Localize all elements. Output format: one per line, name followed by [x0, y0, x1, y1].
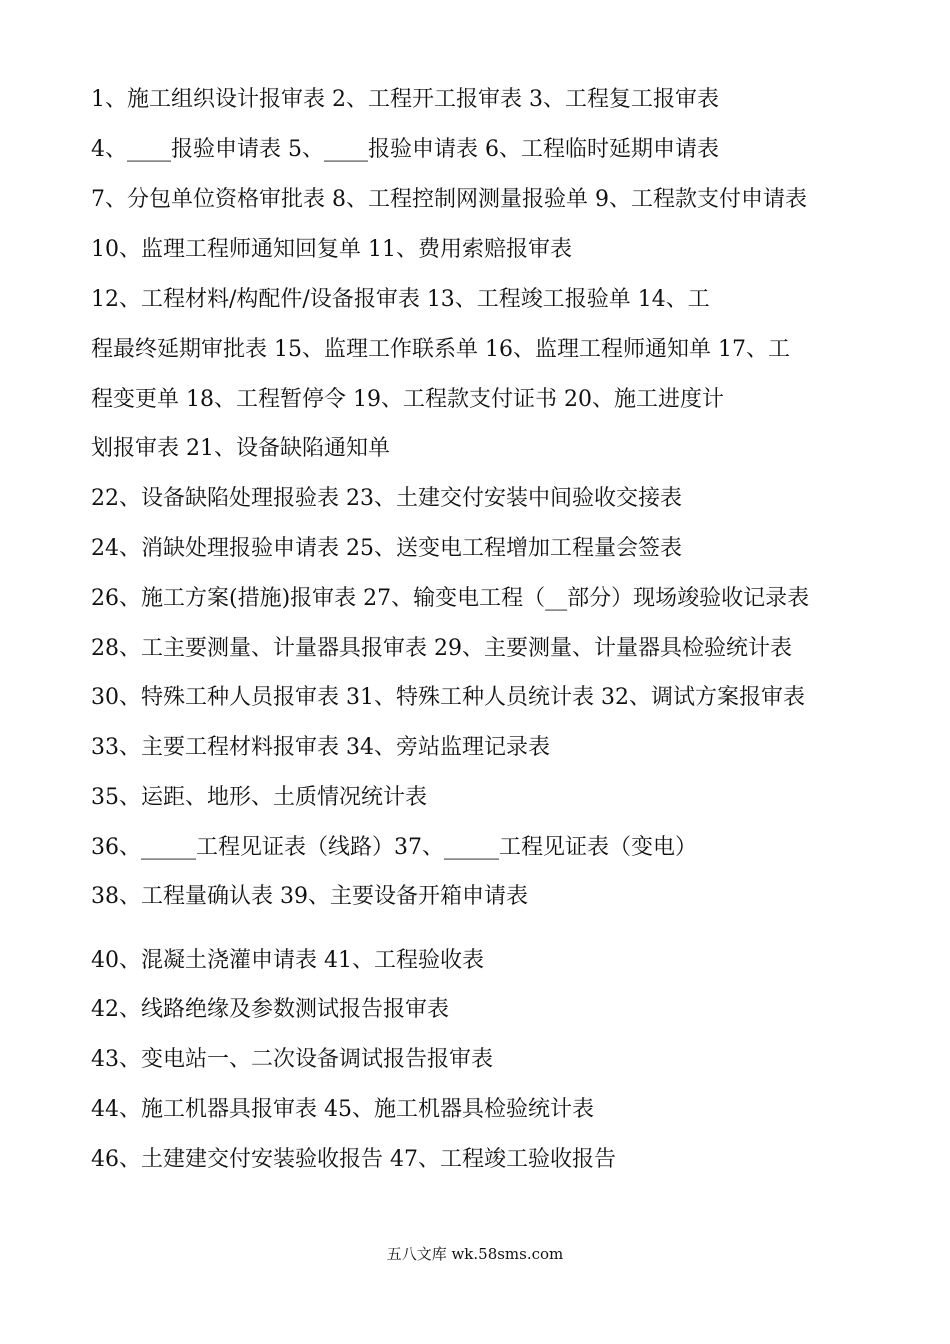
list-line-2: 4、____报验申请表 5、____报验申请表 6、工程临时延期申请表: [91, 137, 719, 162]
list-line-14: 33、主要工程材料报审表 34、旁站监理记录表: [91, 735, 550, 760]
list-line-16: 36、_____工程见证表（线路）37、_____工程见证表（变电）: [91, 835, 697, 860]
list-line-13: 30、特殊工种人员报审表 31、特殊工种人员统计表 32、调试方案报审表: [91, 685, 805, 710]
list-line-7: 程变更单 18、工程暂停令 19、工程款支付证书 20、施工进度计: [91, 387, 724, 412]
list-line-11: 26、施工方案(措施)报审表 27、输变电工程（__部分）现场竣验收记录表: [91, 586, 810, 611]
list-line-22: 46、土建建交付安装验收报告 47、工程竣工验收报告: [91, 1147, 616, 1172]
list-line-10: 24、消缺处理报验申请表 25、送变电工程增加工程量会签表: [91, 536, 682, 561]
list-line-9: 22、设备缺陷处理报验表 23、土建交付安装中间验收交接表: [91, 486, 682, 511]
list-line-5: 12、工程材料/构配件/设备报审表 13、工程竣工报验单 14、工: [91, 287, 710, 312]
list-line-21: 44、施工机器具报审表 45、施工机器具检验统计表: [91, 1097, 594, 1122]
list-line-8: 划报审表 21、设备缺陷通知单: [91, 436, 390, 461]
list-line-18: 40、混凝土浇灌申请表 41、工程验收表: [91, 948, 484, 973]
list-line-3: 7、分包单位资格审批表 8、工程控制网测量报验单 9、工程款支付申请表: [91, 187, 807, 212]
list-line-19: 42、线路绝缘及参数测试报告报审表: [91, 997, 449, 1022]
list-line-17: 38、工程量确认表 39、主要设备开箱申请表: [91, 884, 528, 909]
list-line-1: 1、施工组织设计报审表 2、工程开工报审表 3、工程复工报审表: [91, 87, 719, 112]
list-line-15: 35、运距、地形、土质情况统计表: [91, 785, 427, 810]
list-line-20: 43、变电站一、二次设备调试报告报审表: [91, 1047, 493, 1072]
list-line-4: 10、监理工程师通知回复单 11、费用索赔报审表: [91, 237, 572, 262]
list-line-6: 程最终延期审批表 15、监理工作联系单 16、监理工程师通知单 17、工: [91, 337, 790, 362]
footer-watermark: 五八文库 wk.58sms.com: [386, 1245, 564, 1263]
list-line-12: 28、工主要测量、计量器具报审表 29、主要测量、计量器具检验统计表: [91, 636, 792, 661]
